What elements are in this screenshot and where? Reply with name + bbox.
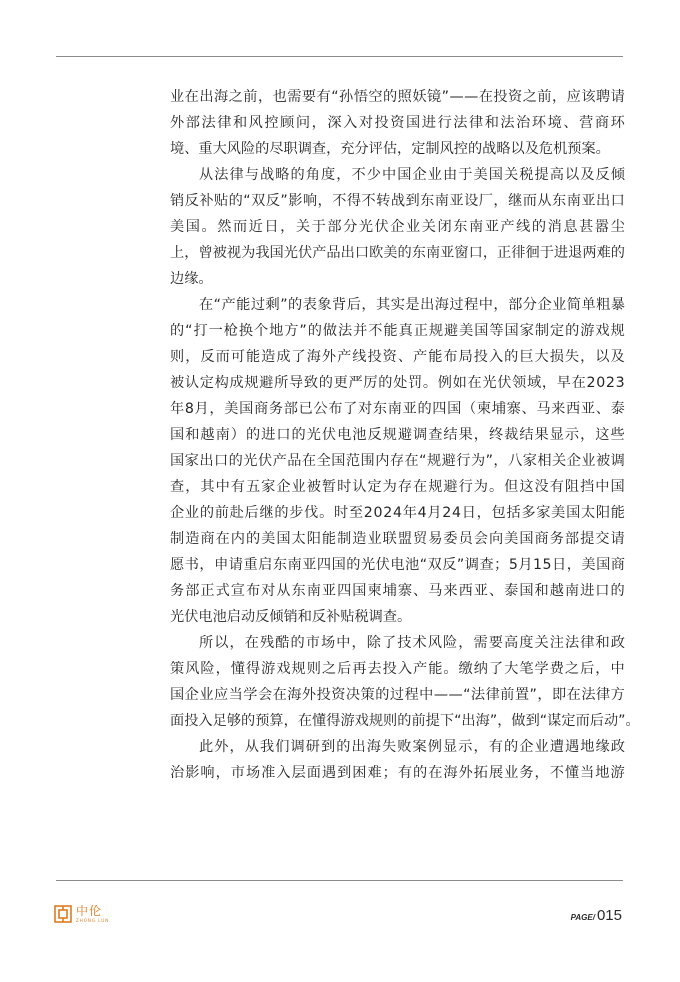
text-line: 愿 书 ， 申 请 重 启 东 南 亚 四 国 的 光 伏 电 池 “ 双 反 ” 调 查 ； 5 月 1 5 日 ， 美 国 商 xyxy=(170,557,625,573)
header-rule xyxy=(56,56,623,57)
text-line: 光伏电池启动反倾销和反补贴税调查。 xyxy=(170,609,412,625)
text-line: 国 企 业 应 当 学 会 在 海 外 投 资 决 策 的 过 程 中 — — “ 法 律 前 置 ” ， 即 在 法 律 方 xyxy=(170,687,625,703)
text-line: 从 法 律 与 战 略 的 角 度 ， 不 少 中 国 企 业 由 于 美 国 关 税 提 高 以 及 反 倾 xyxy=(199,167,625,183)
text-line: 上 ， 曾 被 视 为 我 国 光 伏 产 品 出 口 欧 美 的 东 南 亚 窗 口 ， 正 徘 徊 于 进 退 两 难 的 xyxy=(170,245,625,261)
text-line: 面 投 入 足 够 的 预 算 ， 在 懂 得 游 戏 规 则 的 前 提 下 “ 出 海 ” ， 做 到 “ 谋 定 而 后 动 ” 。 xyxy=(170,713,640,729)
text-line: 国 家 出 口 的 光 伏 产 品 在 全 国 范 围 内 存 在 “ 规 避 行 为 ” ， 八 家 相 关 企 业 被 调 xyxy=(170,453,625,469)
text-line: 美 国 。 然 而 近 日 ， 关 于 部 分 光 伏 企 业 关 闭 东 南 亚 产 线 的 消 息 甚 嚣 尘 xyxy=(170,219,625,235)
zhonglun-logo-icon xyxy=(54,905,72,923)
page-number xyxy=(571,907,622,924)
text-line: 此 外 ， 从 我 们 调 研 到 的 出 海 失 败 案 例 显 示 ， 有 的 企 业 遭 遇 地 缘 政 xyxy=(199,739,625,755)
page-value: 015 xyxy=(596,907,622,924)
text-line: 销 反 补 贴 的 “ 双 反 ” 影 响 ， 不 得 不 转 战 到 东 南 亚 设 厂 ， 继 而 从 东 南 亚 出 口 xyxy=(170,193,625,209)
firm-logo xyxy=(54,905,109,923)
text-line: 年 8 月 ， 美 国 商 务 部 已 公 布 了 对 东 南 亚 的 四 国 （ 柬 埔 寨 、 马 来 西 亚 、 泰 xyxy=(170,401,625,417)
text-line: 策 风 险 ， 懂 得 游 戏 规 则 之 后 再 去 投 入 产 能 。 缴 纳 了 大 笔 学 费 之 后 ， 中 xyxy=(170,661,625,677)
text-line: 边缘。 xyxy=(170,271,213,287)
text-line: 则 ， 反 而 可 能 造 成 了 海 外 产 线 投 资 、 产 能 布 局 投 入 的 巨 大 损 失 ， 以 及 xyxy=(170,349,625,365)
footer-rule xyxy=(56,880,623,881)
text-line: 外 部 法 律 和 风 控 顾 问 ， 深 入 对 投 资 国 进 行 法 律 和 法 治 环 境 、 营 商 环 xyxy=(170,115,625,131)
page-label: PAGE/ xyxy=(570,913,595,922)
text-line: 被 认 定 构 成 规 避 所 导 致 的 更 严 厉 的 处 罚 。 例 如 在 光 伏 领 域 ， 早 在 2 0 2 3 xyxy=(170,375,625,391)
logo-chinese-name: 中伦 xyxy=(76,904,103,918)
text-line: 治 影 响 ， 市 场 准 入 层 面 遇 到 困 难 ； 有 的 在 海 外 拓 展 业 务 ， 不 懂 当 地 游 xyxy=(170,765,625,781)
text-line: 企 业 的 前 赴 后 继 的 步 伐 。 时 至 2 0 2 4 年 4 月 2 4 日 ， 包 括 多 家 美 国 太 阳 能 xyxy=(170,505,625,521)
logo-english-name: ZHONG LUN xyxy=(76,918,110,923)
text-line: 国 和 越 南 ） 的 进 口 的 光 伏 电 池 反 规 避 调 查 结 果 ， 终 裁 结 果 显 示 ， 这 些 xyxy=(170,427,625,443)
text-line: 境、重大风险的尽职调查，充分评估，定制风控的战略以及危机预案。 xyxy=(170,141,610,157)
body-text xyxy=(170,84,640,786)
text-line: 查 ， 其 中 有 五 家 企 业 被 暂 时 认 定 为 存 在 规 避 行 为 。 但 这 没 有 阻 挡 中 国 xyxy=(170,479,625,495)
text-line: 在 “ 产 能 过 剩 ” 的 表 象 背 后 ， 其 实 是 出 海 过 程 中 ， 部 分 企 业 简 单 粗 暴 xyxy=(199,297,625,313)
text-line: 业 在 出 海 之 前 ， 也 需 要 有 “ 孙 悟 空 的 照 妖 镜 ” — — 在 投 资 之 前 ， 应 该 聘 请 xyxy=(170,89,625,105)
text-line: 务 部 正 式 宣 布 对 从 东 南 亚 四 国 柬 埔 寨 、 马 来 西 亚 、 泰 国 和 越 南 进 口 的 xyxy=(170,583,625,599)
text-line: 的 “ 打 一 枪 换 个 地 方 ” 的 做 法 并 不 能 真 正 规 避 美 国 等 国 家 制 定 的 游 戏 规 xyxy=(170,323,625,339)
text-line: 所 以 ， 在 残 酷 的 市 场 中 ， 除 了 技 术 风 险 ， 需 要 高 度 关 注 法 律 和 政 xyxy=(199,635,625,651)
text-line: 制 造 商 在 内 的 美 国 太 阳 能 制 造 业 联 盟 贸 易 委 员 会 向 美 国 商 务 部 提 交 请 xyxy=(170,531,625,547)
